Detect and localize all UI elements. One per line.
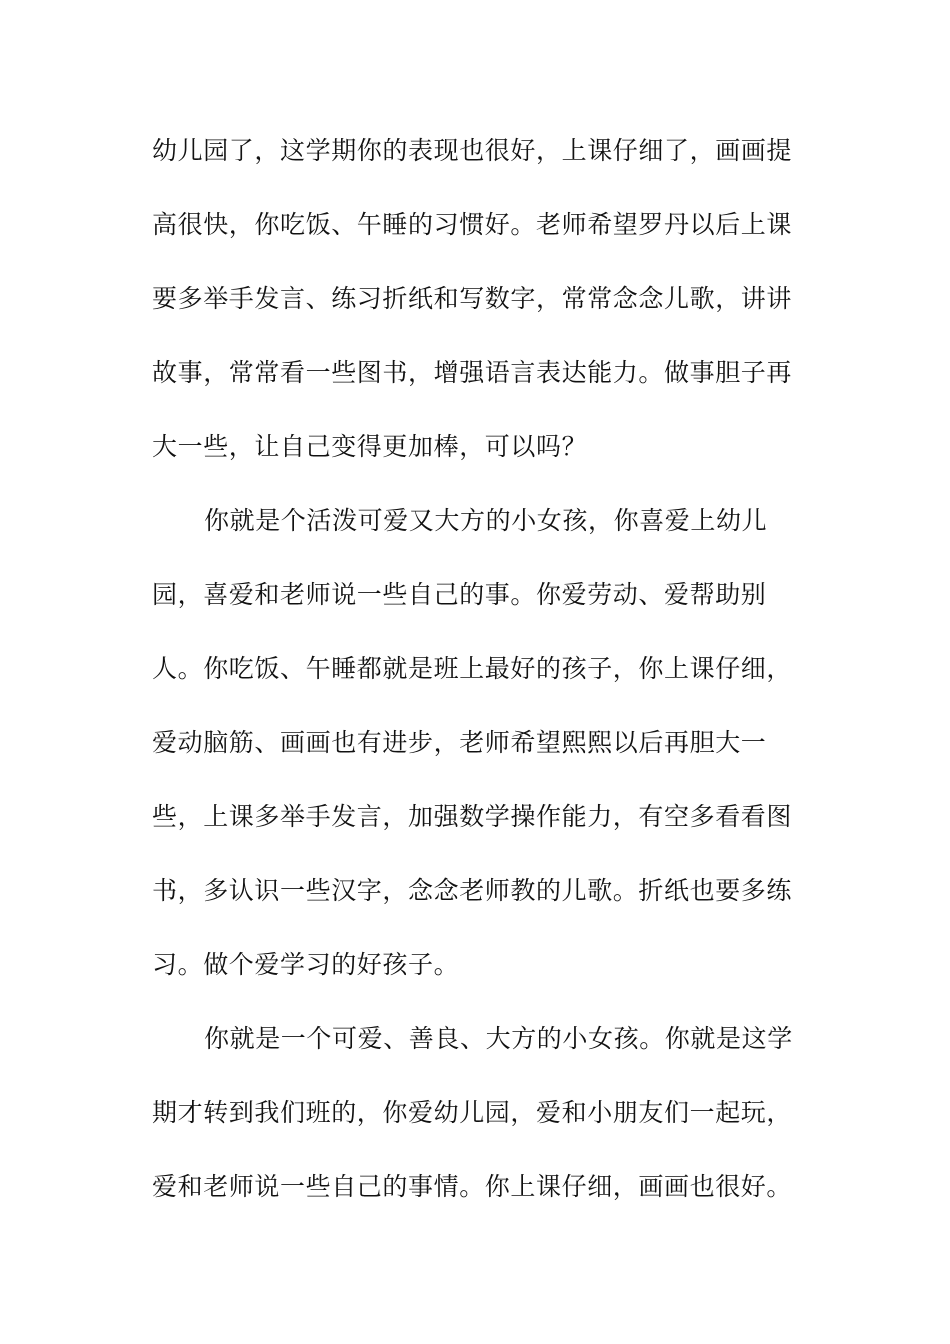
text-line: 故事，常常看一些图书，增强语言表达能力。做事胆子再 [152,358,793,387]
text-line: 些，上课多举手发言，加强数学操作能力，有空多看看图 [152,802,793,831]
text-line: 幼儿园了，这学期你的表现也很好，上课仔细了，画画提 [152,136,793,165]
text-line: 你就是一个可爱、善良、大方的小女孩。你就是这学 [204,1024,793,1053]
text-line: 园，喜爱和老师说一些自己的事。你爱劳动、爱帮助别 [152,580,767,609]
text-line: 高很快，你吃饭、午睡的习惯好。老师希望罗丹以后上课 [152,210,793,239]
text-line: 习。做个爱学习的好孩子。 [152,950,460,979]
text-line: 书，多认识一些汉字，念念老师教的儿歌。折纸也要多练 [152,876,793,905]
text-line: 期才转到我们班的，你爱幼儿园，爱和小朋友们一起玩， [152,1098,793,1127]
document-body [152,114,802,1224]
text-line: 要多举手发言、练习折纸和写数字，常常念念儿歌，讲讲 [152,284,793,313]
text-line: 爱和老师说一些自己的事情。你上课仔细，画画也很好。 [152,1172,793,1201]
text-line: 人。你吃饭、午睡都就是班上最好的孩子，你上课仔细， [152,654,793,683]
paragraph-2 [152,484,802,1002]
paragraph-3 [152,1002,802,1224]
paragraph-1 [152,114,802,484]
text-line: 大一些，让自己变得更加棒，可以吗？ [152,432,588,461]
text-line: 你就是个活泼可爱又大方的小女孩，你喜爱上幼儿 [204,506,768,535]
text-line: 爱动脑筋、画画也有进步，老师希望熙熙以后再胆大一 [152,728,767,757]
